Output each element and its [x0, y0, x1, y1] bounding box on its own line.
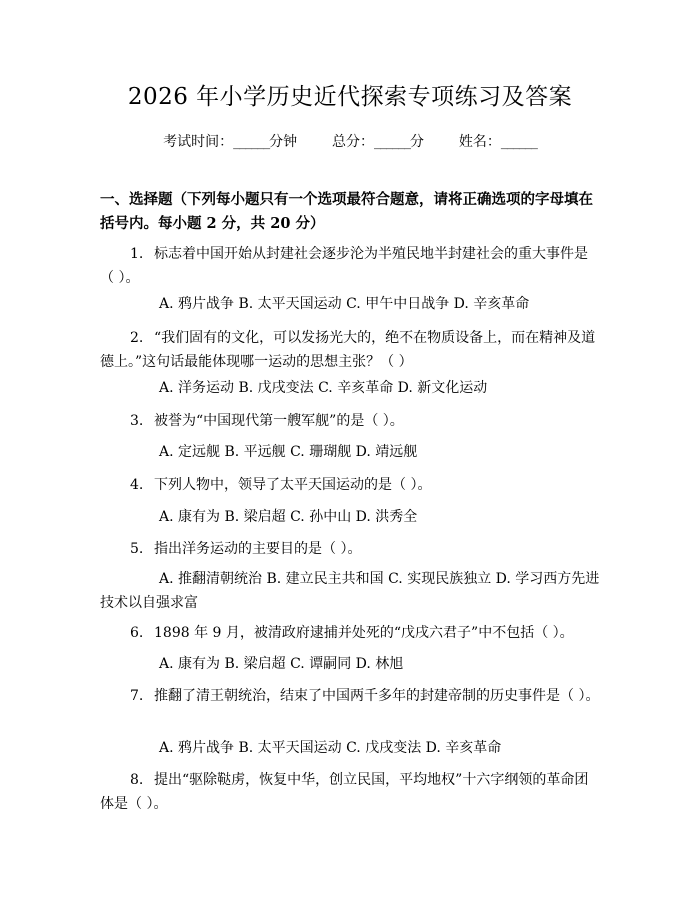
question-text: 推翻了清王朝统治，结束了中国两千多年的封建帝制的历史事件是（ ）。 [154, 688, 600, 704]
question-8 [100, 768, 600, 816]
question-number: 6. [130, 625, 144, 641]
question-6-options: A. 康有为 B. 梁启超 C. 谭嗣同 D. 林旭 [159, 656, 404, 672]
time-blank: ______ [233, 134, 270, 150]
question-number: 8. [130, 772, 144, 788]
question-text: 1898 年 9 月，被清政府逮捕并处死的“戊戌六君子”中不包括（ ）。 [154, 625, 574, 641]
question-6 [100, 621, 600, 645]
question-text: 标志着中国开始从封建社会逐步沦为半殖民地半封建社会的重大事件是（ ）。 [100, 246, 588, 286]
question-5 [100, 537, 600, 561]
question-number: 2. [130, 330, 144, 346]
score-blank: ______ [374, 134, 410, 150]
question-2 [100, 326, 600, 374]
question-7 [100, 684, 600, 708]
time-label: 考试时间： [163, 134, 234, 150]
question-number: 7. [130, 688, 144, 704]
question-number: 3. [130, 413, 144, 429]
time-unit: 分钟 [269, 134, 298, 150]
score-label: 总分： [332, 134, 374, 150]
question-text: “我们固有的文化，可以发扬光大的，绝不在物质设备上，而在精神及道德上。”这句话最能体现哪一运动的思想主张？（ ） [100, 330, 596, 370]
question-number: 4. [130, 477, 144, 493]
question-2-options: A. 洋务运动 B. 戊戌变法 C. 辛亥革命 D. 新文化运动 [159, 380, 488, 396]
name-blank: ______ [500, 134, 537, 150]
question-4 [100, 473, 600, 497]
name-label: 姓名： [458, 134, 501, 150]
question-7-options: A. 鸦片战争 B. 太平天国运动 C. 戊戌变法 D. 辛亥革命 [159, 740, 502, 756]
question-4-options: A. 康有为 B. 梁启超 C. 孙中山 D. 洪秀全 [159, 509, 418, 525]
question-text: 下列人物中，领导了太平天国运动的是（ ）。 [154, 477, 432, 493]
score-unit: 分 [410, 134, 424, 150]
question-3-options: A. 定远舰 B. 平远舰 C. 珊瑚舰 D. 靖远舰 [159, 444, 418, 460]
question-text: 指出洋务运动的主要目的是（ ）。 [154, 541, 362, 557]
exam-meta [0, 132, 700, 152]
question-text: 被誉为“中国现代第一艘军舰”的是（ ）。 [154, 413, 404, 429]
question-1 [100, 242, 600, 290]
page-title: 2026 年小学历史近代探索专项练习及答案 [127, 84, 573, 110]
question-5-options: A. 推翻清朝统治 B. 建立民主共和国 C. 实现民族独立 D. 学习西方先进技术以自强求富 [100, 571, 600, 611]
question-1-options: A. 鸦片战争 B. 太平天国运动 C. 甲午中日战争 D. 辛亥革命 [159, 296, 530, 312]
question-3 [100, 409, 600, 433]
section-heading: 一、选择题（下列每小题只有一个选项最符合题意，请将正确选项的字母填在括号内。每小题 2 分，共 20 分） [100, 191, 593, 232]
question-text: 提出“驱除鞑虏，恢复中华，创立民国，平均地权”十六字纲领的革命团体是（ ）。 [100, 772, 589, 812]
question-number: 5. [130, 541, 144, 557]
question-number: 1. [130, 246, 144, 262]
